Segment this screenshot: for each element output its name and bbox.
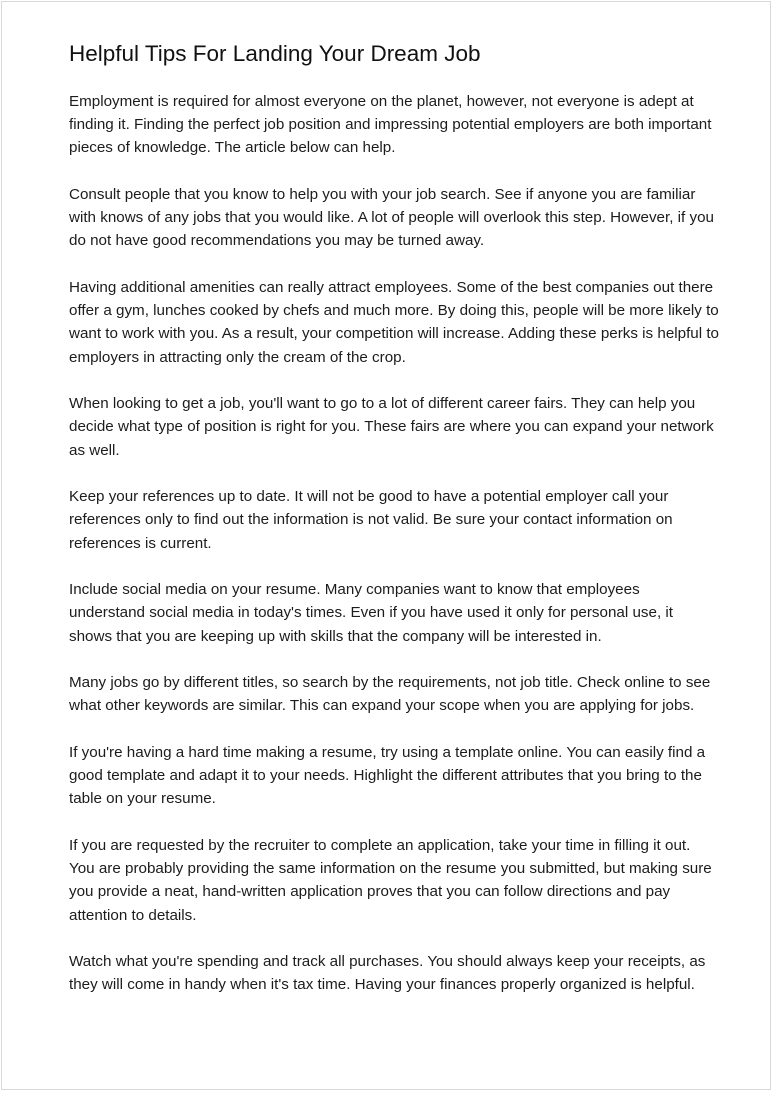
paragraph-social-media: Include social media on your resume. Many companies want to know that employees understand social media in today's times. Even if you have used it only for personal use, it shows that you are keeping up with skills that the company will be interested in. <box>69 581 673 645</box>
paragraph-consult-people: Consult people that you know to help you with your job search. See if anyone you are familiar with knows of any jobs that you would like. A lot of people will overlook this step. However, if you do not have good recommendations you may be turned away. <box>69 186 714 250</box>
paragraph-resume-template: If you're having a hard time making a resume, try using a template online. You can easily find a good template and adapt it to your needs. Highlight the different attributes that you bring to the table on your resume. <box>69 744 706 808</box>
paragraph-career-fairs: When looking to get a job, you'll want to go to a lot of different career fairs. They can help you decide what type of position is right for you. These fairs are where you can expand your network as well. <box>69 395 714 459</box>
paragraph-spending: Watch what you're spending and track all purchases. You should always keep your receipts, as they will come in handy when it's tax time. Having your finances properly organized is helpful. <box>69 953 706 994</box>
document-page <box>1 1 771 1090</box>
document-title: Helpful Tips For Landing Your Dream Job <box>69 41 481 66</box>
paragraph-additional-amenities: Having additional amenities can really attract employees. Some of the best companies out there offer a gym, lunches cooked by chefs and much more. By doing this, people will be more likely to want to work with you. As a result, your competition will increase. Adding these perks is helpful to employers in attracting only the cream of the crop. <box>69 279 720 366</box>
paragraph-employment-intro: Employment is required for almost everyone on the planet, however, not everyone is adept at finding it. Finding the perfect job position and impressing potential employers are both important pieces of knowledge. The article below can help. <box>69 93 712 157</box>
paragraph-job-titles: Many jobs go by different titles, so search by the requirements, not job title. Check online to see what other keywords are similar. This can expand your scope when you are applying for jobs. <box>69 674 711 715</box>
paragraph-references: Keep your references up to date. It will not be good to have a potential employer call your references only to find out the information is not valid. Be sure your contact information on references is current. <box>69 488 673 552</box>
document-body <box>69 38 719 997</box>
paragraph-application: If you are requested by the recruiter to complete an application, take your time in filling it out. You are probably providing the same information on the resume you submitted, but making sure you provide a neat, hand-written application proves that you can follow directions and pay attention to details. <box>69 837 712 924</box>
